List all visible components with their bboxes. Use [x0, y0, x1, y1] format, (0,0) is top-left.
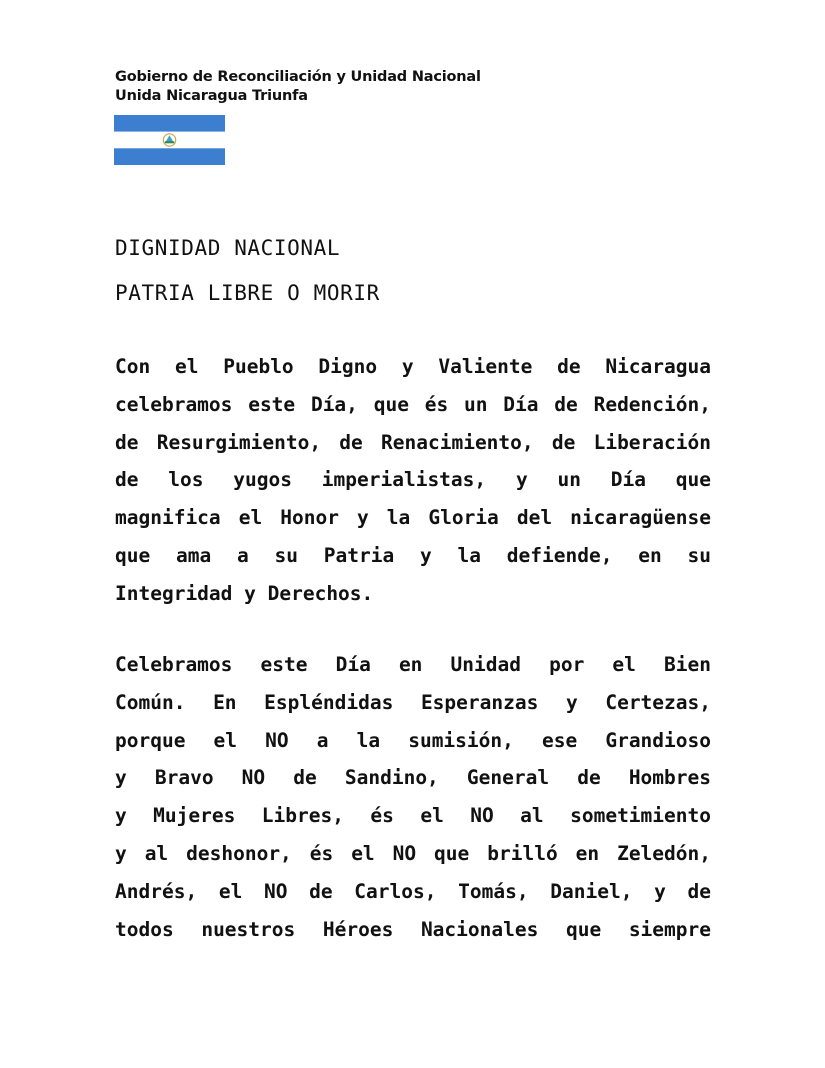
- document-header: [115, 68, 481, 106]
- paragraph-line: que ama a su Patria y la defiende, en su: [115, 543, 711, 567]
- paragraph-1: [115, 348, 711, 613]
- paragraph-line: Común. En Espléndidas Esperanzas y Certezas,: [115, 690, 711, 714]
- paragraph-line: y Mujeres Libres, és el NO al sometimiento: [115, 804, 711, 828]
- paragraph-line: y Bravo NO de Sandino, General de Hombres: [115, 766, 711, 790]
- paragraph-line: de los yugos imperialistas, y un Día que: [115, 468, 711, 492]
- paragraph-2: [115, 646, 711, 948]
- nicaragua-flag-icon: [114, 115, 225, 165]
- paragraph-line: todos nuestros Héroes Nacionales que siempre: [115, 917, 711, 941]
- paragraph-line: Integridad y Derechos.: [115, 581, 374, 605]
- paragraph-line: celebramos este Día, que és un Día de Redención,: [115, 392, 711, 416]
- paragraph-line: Andrés, el NO de Carlos, Tomás, Daniel, y de: [115, 879, 711, 903]
- paragraph-line: magnifica el Honor y la Gloria del nicaragüense: [115, 506, 711, 530]
- document-titles: [115, 226, 380, 316]
- paragraph-line: porque el NO a la sumisión, ese Grandioso: [115, 728, 711, 752]
- paragraph-line: Celebramos este Día en Unidad por el Bien: [115, 653, 711, 676]
- title-patria-libre: PATRIA LIBRE O MORIR: [115, 281, 380, 305]
- title-dignidad-nacional: DIGNIDAD NACIONAL: [115, 236, 341, 260]
- paragraph-line: Con el Pueblo Digno y Valiente de Nicaragua: [115, 355, 711, 378]
- header-government-name: Gobierno de Reconciliación y Unidad Nacional: [115, 69, 481, 85]
- paragraph-line: de Resurgimiento, de Renacimiento, de Liberación: [115, 430, 711, 454]
- paragraph-line: y al deshonor, és el NO que brilló en Zeledón,: [115, 841, 711, 865]
- header-slogan: Unida Nicaragua Triunfa: [115, 88, 308, 104]
